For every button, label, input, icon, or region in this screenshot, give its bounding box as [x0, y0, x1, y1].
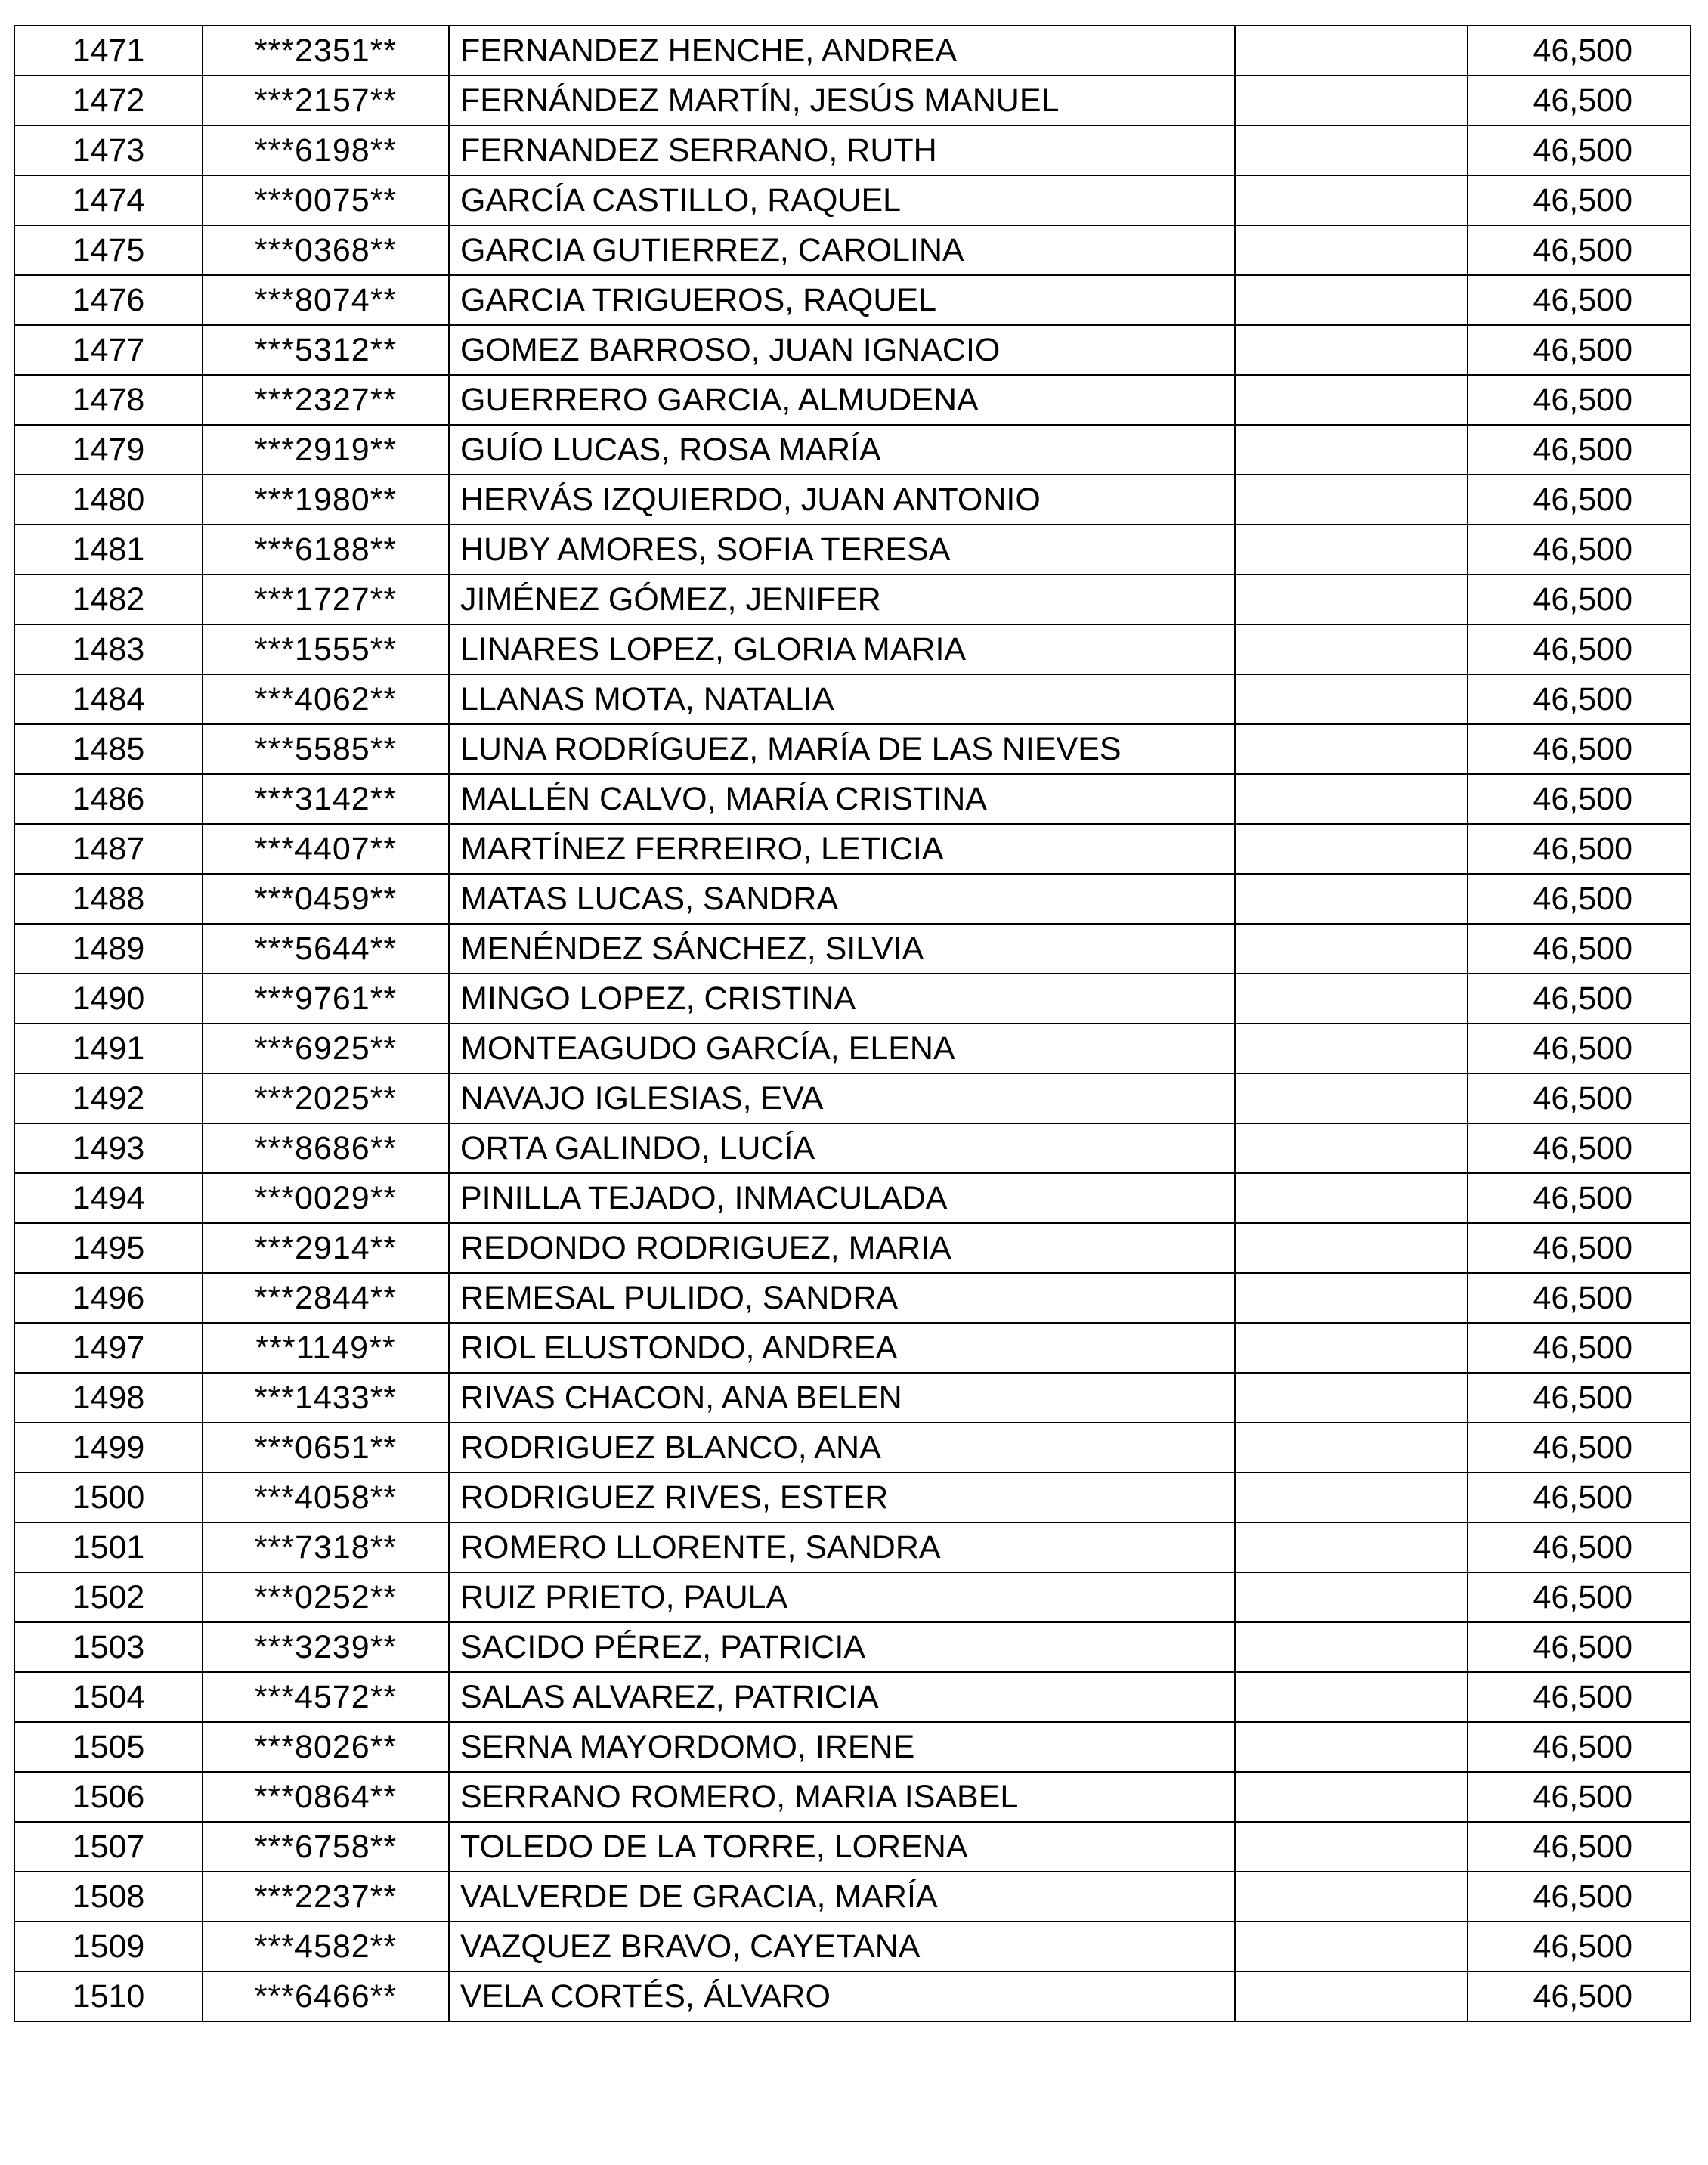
score-cell: 46,500: [1468, 275, 1691, 325]
score-cell: 46,500: [1468, 1672, 1691, 1722]
masked-id-cell: ***5312**: [203, 325, 449, 375]
full-name-cell: GOMEZ BARROSO, JUAN IGNACIO: [449, 325, 1235, 375]
masked-id-cell: ***2157**: [203, 76, 449, 125]
empty-cell: [1235, 1522, 1468, 1572]
score-cell: 46,500: [1468, 1024, 1691, 1073]
score-cell: 46,500: [1468, 1822, 1691, 1872]
empty-cell: [1235, 325, 1468, 375]
full-name-cell: FERNANDEZ HENCHE, ANDREA: [449, 26, 1235, 76]
row-number-cell: 1507: [14, 1822, 203, 1872]
row-number-cell: 1484: [14, 674, 203, 724]
empty-cell: [1235, 225, 1468, 275]
results-table-body: [14, 26, 1691, 2021]
row-number-cell: 1475: [14, 225, 203, 275]
score-cell: 46,500: [1468, 1423, 1691, 1473]
empty-cell: [1235, 425, 1468, 475]
empty-cell: [1235, 375, 1468, 425]
masked-id-cell: ***4407**: [203, 824, 449, 874]
masked-id-cell: ***6188**: [203, 525, 449, 575]
masked-id-cell: ***4582**: [203, 1922, 449, 1971]
row-number-cell: 1473: [14, 125, 203, 175]
score-cell: 46,500: [1468, 624, 1691, 674]
masked-id-cell: ***2914**: [203, 1223, 449, 1273]
masked-id-cell: ***8686**: [203, 1123, 449, 1173]
masked-id-cell: ***2351**: [203, 26, 449, 76]
masked-id-cell: ***0368**: [203, 225, 449, 275]
full-name-cell: MENÉNDEZ SÁNCHEZ, SILVIA: [449, 924, 1235, 974]
full-name-cell: PINILLA TEJADO, INMACULADA: [449, 1173, 1235, 1223]
masked-id-cell: ***9761**: [203, 974, 449, 1024]
score-cell: 46,500: [1468, 1323, 1691, 1373]
row-number-cell: 1509: [14, 1922, 203, 1971]
full-name-cell: SACIDO PÉREZ, PATRICIA: [449, 1622, 1235, 1672]
row-number-cell: 1487: [14, 824, 203, 874]
empty-cell: [1235, 575, 1468, 624]
score-cell: 46,500: [1468, 175, 1691, 225]
full-name-cell: JIMÉNEZ GÓMEZ, JENIFER: [449, 575, 1235, 624]
table-row: [14, 974, 1691, 1024]
masked-id-cell: ***2844**: [203, 1273, 449, 1323]
table-row: [14, 375, 1691, 425]
masked-id-cell: ***5585**: [203, 724, 449, 774]
row-number-cell: 1505: [14, 1722, 203, 1772]
masked-id-cell: ***2237**: [203, 1872, 449, 1922]
full-name-cell: MALLÉN CALVO, MARÍA CRISTINA: [449, 774, 1235, 824]
empty-cell: [1235, 1073, 1468, 1123]
row-number-cell: 1478: [14, 375, 203, 425]
empty-cell: [1235, 1323, 1468, 1373]
full-name-cell: REMESAL PULIDO, SANDRA: [449, 1273, 1235, 1323]
score-cell: 46,500: [1468, 325, 1691, 375]
empty-cell: [1235, 724, 1468, 774]
full-name-cell: MARTÍNEZ FERREIRO, LETICIA: [449, 824, 1235, 874]
table-row: [14, 1872, 1691, 1922]
score-cell: 46,500: [1468, 1373, 1691, 1423]
score-cell: 46,500: [1468, 225, 1691, 275]
empty-cell: [1235, 1423, 1468, 1473]
full-name-cell: GUERRERO GARCIA, ALMUDENA: [449, 375, 1235, 425]
score-cell: 46,500: [1468, 375, 1691, 425]
masked-id-cell: ***6925**: [203, 1024, 449, 1073]
empty-cell: [1235, 974, 1468, 1024]
masked-id-cell: ***4058**: [203, 1473, 449, 1522]
full-name-cell: GARCIA TRIGUEROS, RAQUEL: [449, 275, 1235, 325]
score-cell: 46,500: [1468, 1622, 1691, 1672]
table-row: [14, 1073, 1691, 1123]
table-row: [14, 1522, 1691, 1572]
score-cell: 46,500: [1468, 1922, 1691, 1971]
table-row: [14, 1822, 1691, 1872]
table-row: [14, 26, 1691, 76]
results-table: [14, 25, 1691, 2022]
full-name-cell: LLANAS MOTA, NATALIA: [449, 674, 1235, 724]
row-number-cell: 1472: [14, 76, 203, 125]
table-row: [14, 225, 1691, 275]
row-number-cell: 1495: [14, 1223, 203, 1273]
full-name-cell: GARCÍA CASTILLO, RAQUEL: [449, 175, 1235, 225]
row-number-cell: 1486: [14, 774, 203, 824]
empty-cell: [1235, 1123, 1468, 1173]
empty-cell: [1235, 1622, 1468, 1672]
full-name-cell: VALVERDE DE GRACIA, MARÍA: [449, 1872, 1235, 1922]
masked-id-cell: ***1433**: [203, 1373, 449, 1423]
empty-cell: [1235, 1223, 1468, 1273]
table-row: [14, 125, 1691, 175]
empty-cell: [1235, 1971, 1468, 2021]
table-row: [14, 924, 1691, 974]
empty-cell: [1235, 1672, 1468, 1722]
full-name-cell: MONTEAGUDO GARCÍA, ELENA: [449, 1024, 1235, 1073]
masked-id-cell: ***8074**: [203, 275, 449, 325]
masked-id-cell: ***8026**: [203, 1722, 449, 1772]
masked-id-cell: ***0651**: [203, 1423, 449, 1473]
table-row: [14, 1323, 1691, 1373]
masked-id-cell: ***0075**: [203, 175, 449, 225]
masked-id-cell: ***0252**: [203, 1572, 449, 1622]
score-cell: 46,500: [1468, 26, 1691, 76]
table-row: [14, 724, 1691, 774]
row-number-cell: 1491: [14, 1024, 203, 1073]
score-cell: 46,500: [1468, 1572, 1691, 1622]
row-number-cell: 1479: [14, 425, 203, 475]
masked-id-cell: ***1980**: [203, 475, 449, 525]
row-number-cell: 1506: [14, 1772, 203, 1822]
empty-cell: [1235, 1722, 1468, 1772]
full-name-cell: MATAS LUCAS, SANDRA: [449, 874, 1235, 924]
masked-id-cell: ***2919**: [203, 425, 449, 475]
table-row: [14, 874, 1691, 924]
table-row: [14, 425, 1691, 475]
table-row: [14, 175, 1691, 225]
score-cell: 46,500: [1468, 1722, 1691, 1772]
empty-cell: [1235, 1473, 1468, 1522]
masked-id-cell: ***6466**: [203, 1971, 449, 2021]
score-cell: 46,500: [1468, 924, 1691, 974]
table-row: [14, 1423, 1691, 1473]
full-name-cell: VAZQUEZ BRAVO, CAYETANA: [449, 1922, 1235, 1971]
full-name-cell: RUIZ PRIETO, PAULA: [449, 1572, 1235, 1622]
masked-id-cell: ***2025**: [203, 1073, 449, 1123]
row-number-cell: 1474: [14, 175, 203, 225]
empty-cell: [1235, 924, 1468, 974]
full-name-cell: SERRANO ROMERO, MARIA ISABEL: [449, 1772, 1235, 1822]
masked-id-cell: ***3142**: [203, 774, 449, 824]
row-number-cell: 1492: [14, 1073, 203, 1123]
empty-cell: [1235, 1173, 1468, 1223]
table-row: [14, 1971, 1691, 2021]
full-name-cell: MINGO LOPEZ, CRISTINA: [449, 974, 1235, 1024]
table-row: [14, 1223, 1691, 1273]
score-cell: 46,500: [1468, 874, 1691, 924]
score-cell: 46,500: [1468, 1273, 1691, 1323]
score-cell: 46,500: [1468, 76, 1691, 125]
masked-id-cell: ***3239**: [203, 1622, 449, 1672]
table-row: [14, 1922, 1691, 1971]
masked-id-cell: ***6758**: [203, 1822, 449, 1872]
full-name-cell: RODRIGUEZ BLANCO, ANA: [449, 1423, 1235, 1473]
row-number-cell: 1482: [14, 575, 203, 624]
masked-id-cell: ***7318**: [203, 1522, 449, 1572]
score-cell: 46,500: [1468, 575, 1691, 624]
empty-cell: [1235, 1373, 1468, 1423]
row-number-cell: 1498: [14, 1373, 203, 1423]
row-number-cell: 1477: [14, 325, 203, 375]
masked-id-cell: ***5644**: [203, 924, 449, 974]
score-cell: 46,500: [1468, 475, 1691, 525]
row-number-cell: 1485: [14, 724, 203, 774]
masked-id-cell: ***1149**: [203, 1323, 449, 1373]
full-name-cell: NAVAJO IGLESIAS, EVA: [449, 1073, 1235, 1123]
row-number-cell: 1502: [14, 1572, 203, 1622]
empty-cell: [1235, 1572, 1468, 1622]
table-row: [14, 1622, 1691, 1672]
empty-cell: [1235, 525, 1468, 575]
row-number-cell: 1490: [14, 974, 203, 1024]
score-cell: 46,500: [1468, 125, 1691, 175]
table-row: [14, 1672, 1691, 1722]
empty-cell: [1235, 1822, 1468, 1872]
row-number-cell: 1493: [14, 1123, 203, 1173]
full-name-cell: TOLEDO DE LA TORRE, LORENA: [449, 1822, 1235, 1872]
score-cell: 46,500: [1468, 1123, 1691, 1173]
full-name-cell: SALAS ALVAREZ, PATRICIA: [449, 1672, 1235, 1722]
empty-cell: [1235, 1273, 1468, 1323]
score-cell: 46,500: [1468, 1223, 1691, 1273]
table-row: [14, 1273, 1691, 1323]
empty-cell: [1235, 76, 1468, 125]
masked-id-cell: ***4572**: [203, 1672, 449, 1722]
masked-id-cell: ***0029**: [203, 1173, 449, 1223]
row-number-cell: 1500: [14, 1473, 203, 1522]
table-row: [14, 1373, 1691, 1423]
empty-cell: [1235, 674, 1468, 724]
table-row: [14, 1772, 1691, 1822]
table-row: [14, 325, 1691, 375]
full-name-cell: GARCIA GUTIERREZ, CAROLINA: [449, 225, 1235, 275]
table-row: [14, 1173, 1691, 1223]
empty-cell: [1235, 26, 1468, 76]
row-number-cell: 1494: [14, 1173, 203, 1223]
score-cell: 46,500: [1468, 674, 1691, 724]
table-row: [14, 1123, 1691, 1173]
full-name-cell: ROMERO LLORENTE, SANDRA: [449, 1522, 1235, 1572]
score-cell: 46,500: [1468, 1772, 1691, 1822]
masked-id-cell: ***2327**: [203, 375, 449, 425]
row-number-cell: 1489: [14, 924, 203, 974]
table-row: [14, 275, 1691, 325]
empty-cell: [1235, 125, 1468, 175]
empty-cell: [1235, 624, 1468, 674]
score-cell: 46,500: [1468, 774, 1691, 824]
full-name-cell: FERNÁNDEZ MARTÍN, JESÚS MANUEL: [449, 76, 1235, 125]
full-name-cell: SERNA MAYORDOMO, IRENE: [449, 1722, 1235, 1772]
table-row: [14, 624, 1691, 674]
empty-cell: [1235, 1922, 1468, 1971]
row-number-cell: 1483: [14, 624, 203, 674]
row-number-cell: 1508: [14, 1872, 203, 1922]
table-row: [14, 525, 1691, 575]
row-number-cell: 1501: [14, 1522, 203, 1572]
table-row: [14, 1572, 1691, 1622]
score-cell: 46,500: [1468, 724, 1691, 774]
row-number-cell: 1480: [14, 475, 203, 525]
row-number-cell: 1471: [14, 26, 203, 76]
score-cell: 46,500: [1468, 1872, 1691, 1922]
empty-cell: [1235, 774, 1468, 824]
row-number-cell: 1488: [14, 874, 203, 924]
empty-cell: [1235, 1772, 1468, 1822]
row-number-cell: 1499: [14, 1423, 203, 1473]
table-row: [14, 1722, 1691, 1772]
empty-cell: [1235, 1024, 1468, 1073]
full-name-cell: HUBY AMORES, SOFIA TERESA: [449, 525, 1235, 575]
empty-cell: [1235, 475, 1468, 525]
score-cell: 46,500: [1468, 1473, 1691, 1522]
row-number-cell: 1503: [14, 1622, 203, 1672]
empty-cell: [1235, 275, 1468, 325]
table-row: [14, 76, 1691, 125]
full-name-cell: ORTA GALINDO, LUCÍA: [449, 1123, 1235, 1173]
masked-id-cell: ***0459**: [203, 874, 449, 924]
masked-id-cell: ***1555**: [203, 624, 449, 674]
full-name-cell: FERNANDEZ SERRANO, RUTH: [449, 125, 1235, 175]
row-number-cell: 1497: [14, 1323, 203, 1373]
masked-id-cell: ***0864**: [203, 1772, 449, 1822]
table-row: [14, 774, 1691, 824]
row-number-cell: 1496: [14, 1273, 203, 1323]
score-cell: 46,500: [1468, 1971, 1691, 2021]
score-cell: 46,500: [1468, 974, 1691, 1024]
score-cell: 46,500: [1468, 1073, 1691, 1123]
score-cell: 46,500: [1468, 425, 1691, 475]
table-row: [14, 575, 1691, 624]
empty-cell: [1235, 824, 1468, 874]
full-name-cell: RODRIGUEZ RIVES, ESTER: [449, 1473, 1235, 1522]
table-row: [14, 475, 1691, 525]
full-name-cell: LUNA RODRÍGUEZ, MARÍA DE LAS NIEVES: [449, 724, 1235, 774]
row-number-cell: 1481: [14, 525, 203, 575]
empty-cell: [1235, 874, 1468, 924]
score-cell: 46,500: [1468, 1522, 1691, 1572]
row-number-cell: 1510: [14, 1971, 203, 2021]
score-cell: 46,500: [1468, 525, 1691, 575]
score-cell: 46,500: [1468, 1173, 1691, 1223]
empty-cell: [1235, 175, 1468, 225]
full-name-cell: RIVAS CHACON, ANA BELEN: [449, 1373, 1235, 1423]
table-row: [14, 1024, 1691, 1073]
full-name-cell: RIOL ELUSTONDO, ANDREA: [449, 1323, 1235, 1373]
masked-id-cell: ***4062**: [203, 674, 449, 724]
full-name-cell: LINARES LOPEZ, GLORIA MARIA: [449, 624, 1235, 674]
table-row: [14, 674, 1691, 724]
row-number-cell: 1476: [14, 275, 203, 325]
full-name-cell: REDONDO RODRIGUEZ, MARIA: [449, 1223, 1235, 1273]
masked-id-cell: ***6198**: [203, 125, 449, 175]
empty-cell: [1235, 1872, 1468, 1922]
full-name-cell: VELA CORTÉS, ÁLVARO: [449, 1971, 1235, 2021]
table-row: [14, 1473, 1691, 1522]
full-name-cell: GUÍO LUCAS, ROSA MARÍA: [449, 425, 1235, 475]
row-number-cell: 1504: [14, 1672, 203, 1722]
full-name-cell: HERVÁS IZQUIERDO, JUAN ANTONIO: [449, 475, 1235, 525]
masked-id-cell: ***1727**: [203, 575, 449, 624]
table-row: [14, 824, 1691, 874]
score-cell: 46,500: [1468, 824, 1691, 874]
